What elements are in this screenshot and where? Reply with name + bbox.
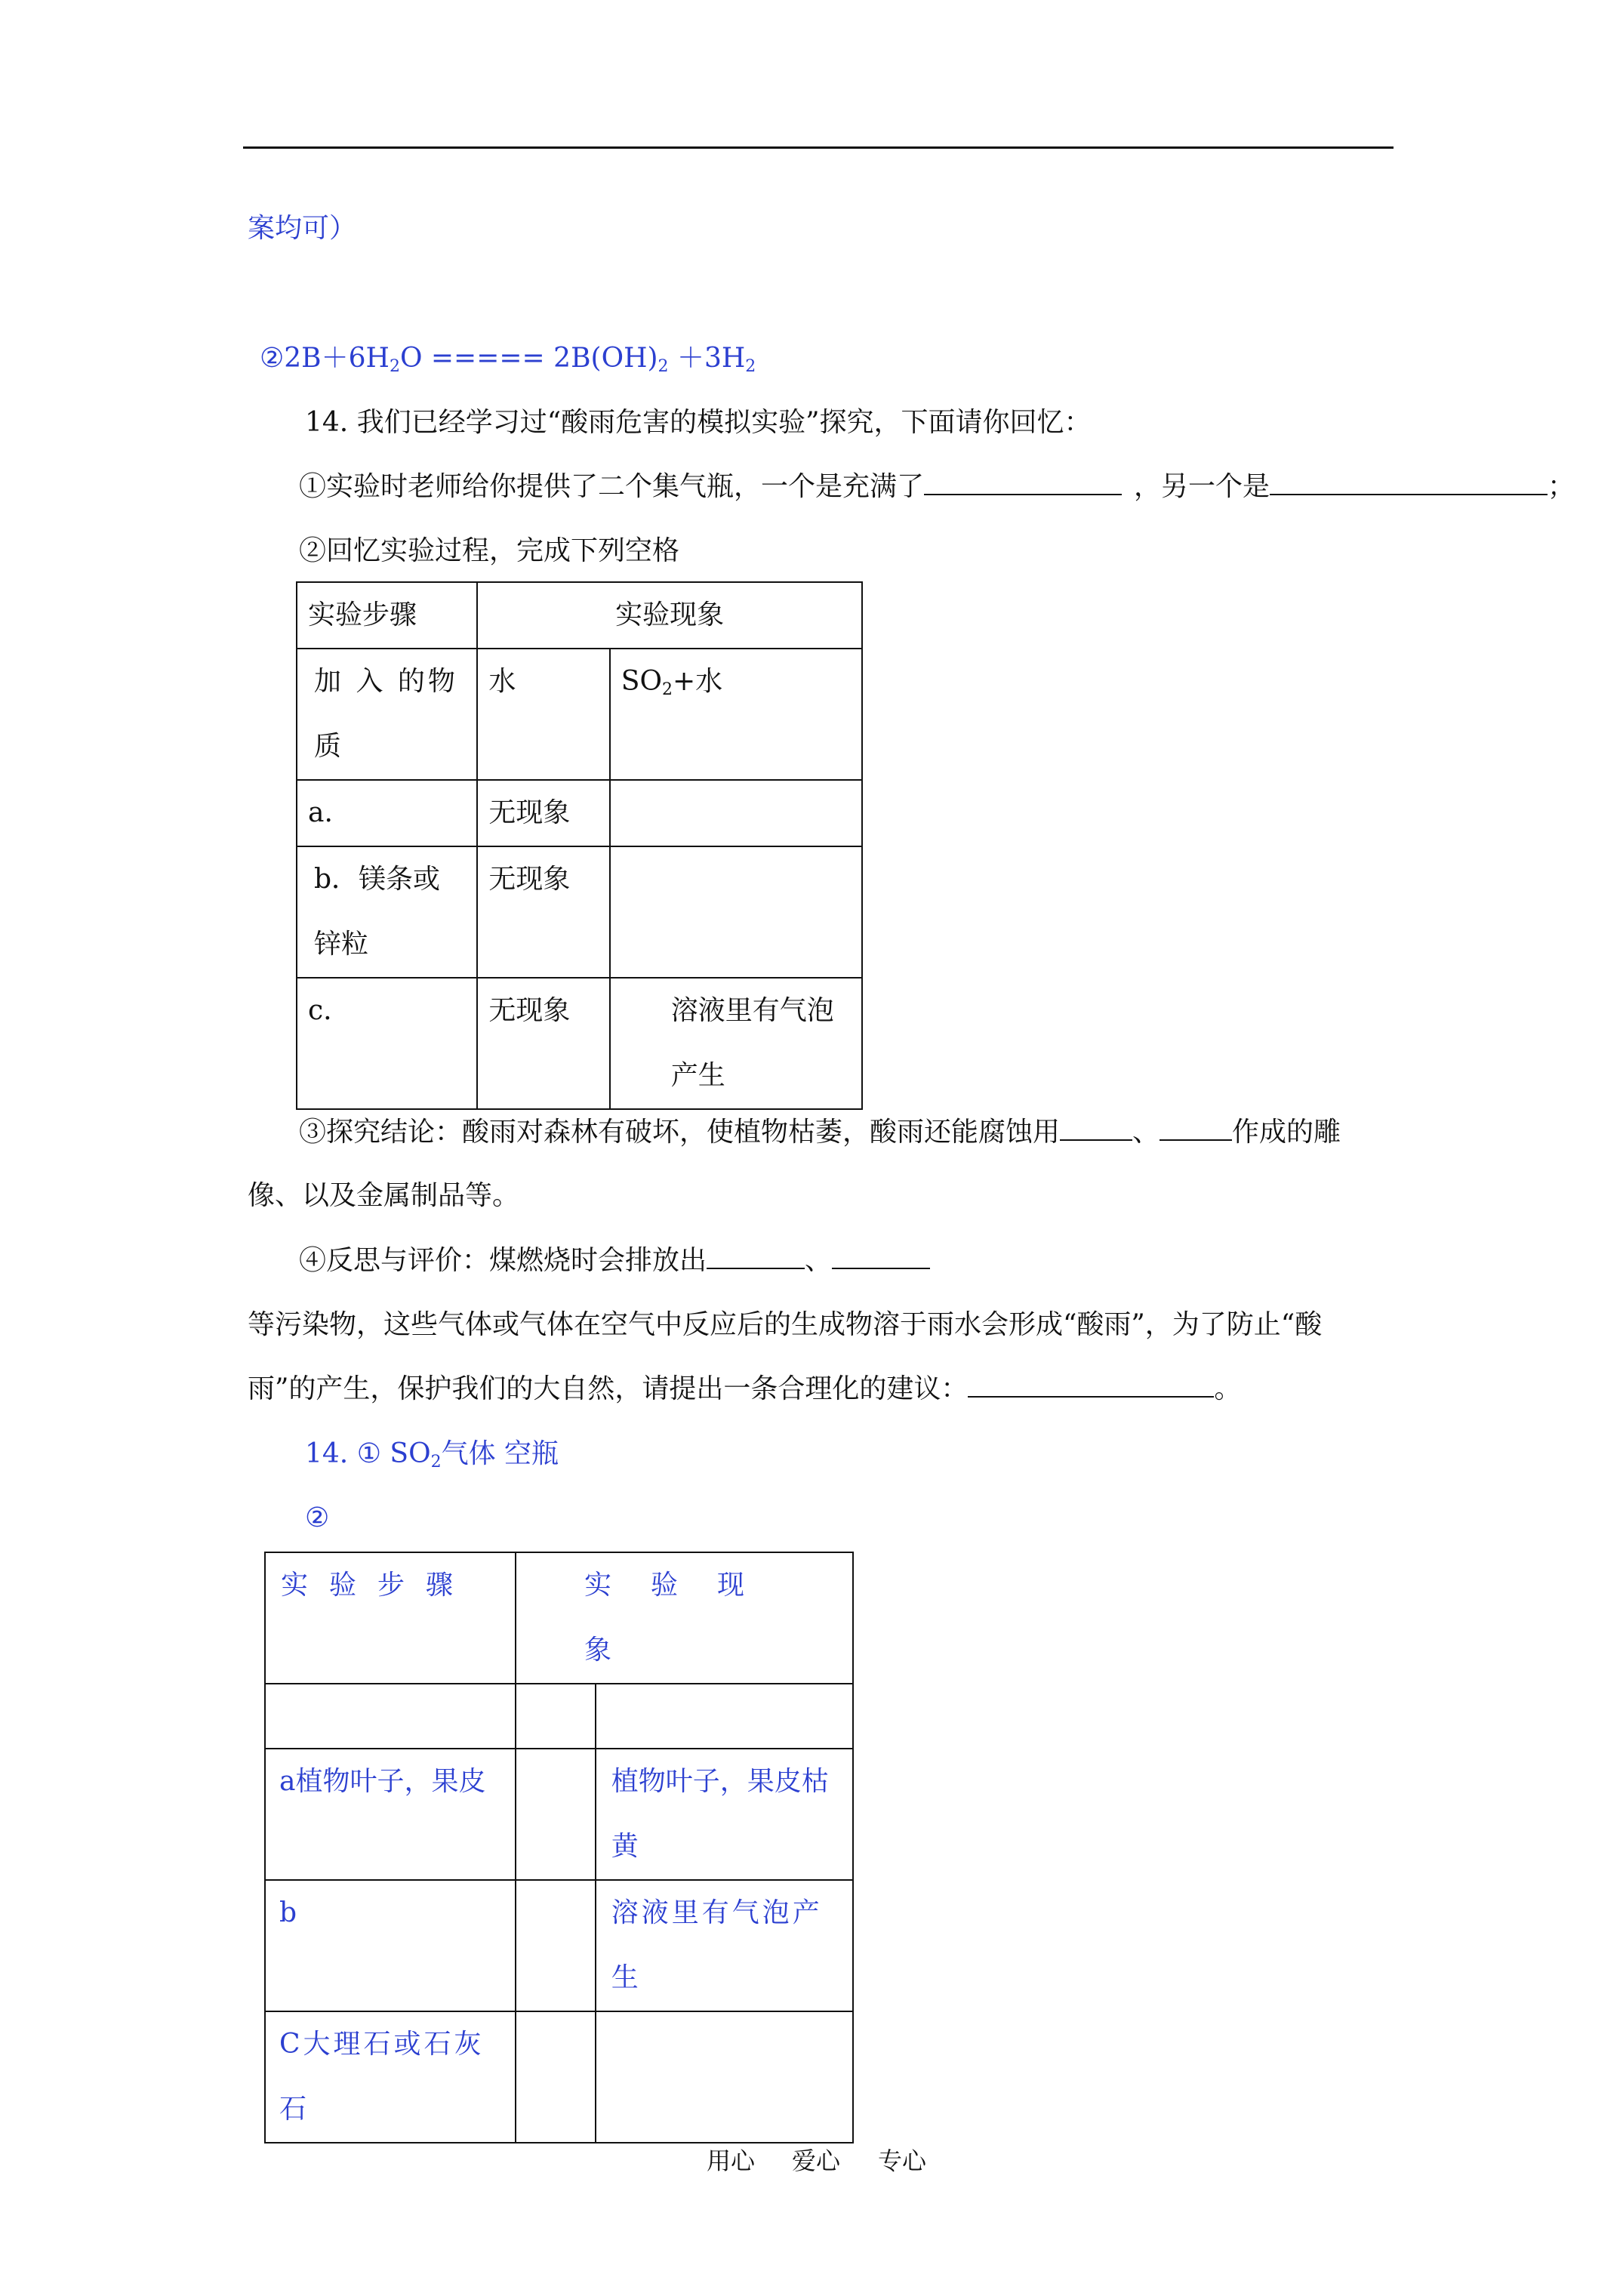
- table-cell-step: c.: [297, 978, 477, 1109]
- answer-blank[interactable]: [1060, 1117, 1132, 1141]
- experiment-table: [296, 581, 863, 1110]
- answer-blank[interactable]: [924, 471, 1122, 495]
- table-cell: $SO_2+$水: [610, 649, 862, 780]
- table-cell: [610, 780, 862, 846]
- question-14-item-4-cont: 等污染物，这些气体或气体在空气中反应后的生成物溶于雨水会形成“酸雨”，为了防止“酸: [248, 1309, 1323, 1340]
- table-cell: [516, 1684, 596, 1749]
- answer-blank[interactable]: [968, 1373, 1214, 1398]
- table-cell: 溶液里有气泡产生: [596, 1880, 853, 2011]
- answer-blank[interactable]: [707, 1245, 805, 1269]
- table-header-phenomenon: 实验现象: [477, 582, 862, 649]
- answer-blank[interactable]: [1160, 1117, 1232, 1141]
- table-cell-step: [265, 1684, 516, 1749]
- answer-14-item-2: ②: [305, 1502, 330, 1533]
- question-14-item-3: ③探究结论：酸雨对森林有破坏，使植物枯萎，酸雨还能腐蚀用 、 作成的雕: [299, 1117, 1341, 1148]
- header-rule: [243, 146, 1394, 149]
- table-header-step: 实验步骤: [297, 582, 477, 649]
- table-cell-step: b: [265, 1880, 516, 2011]
- answer-14-line: 14. ① $SO_2$气体 空瓶: [305, 1438, 559, 1472]
- answer-table: [264, 1552, 854, 2143]
- question-14-item-2: ②回忆实验过程，完成下列空格: [299, 535, 680, 566]
- answer-tail: 案均可）: [248, 213, 357, 244]
- table-cell-step: a植物叶子，果皮: [265, 1749, 516, 1880]
- question-14-item-1: ①实验时老师给你提供了二个集气瓶，一个是充满了 ，另一个是 ；: [299, 471, 1575, 502]
- table-cell: 溶液里有气泡产生: [610, 978, 862, 1109]
- footer-text-3: 专心: [878, 2147, 927, 2175]
- table-cell: [596, 1684, 853, 1749]
- table-cell: 无现象: [477, 780, 609, 846]
- footer-text-1: 用心: [707, 2147, 756, 2175]
- table-cell: [516, 2011, 596, 2143]
- table-cell: [516, 1880, 596, 2011]
- table-cell: 植物叶子，果皮枯黄: [596, 1749, 853, 1880]
- question-14-stem: 14. 我们已经学习过“酸雨危害的模拟实验”探究，下面请你回忆：: [305, 407, 1092, 438]
- equation-line: $②2B+6H_2O$ ===== $2B(OH)_2 +3H_2$: [260, 343, 756, 376]
- table-cell: [596, 2011, 853, 2143]
- table-cell-step: b．镁条或锌粒: [297, 846, 477, 978]
- question-14-item-3-cont: 像、以及金属制品等。: [248, 1180, 520, 1211]
- table-cell: 无现象: [477, 846, 609, 978]
- table-cell: 无现象: [477, 978, 609, 1109]
- answer-blank[interactable]: [1270, 471, 1548, 495]
- table-cell-step: a.: [297, 780, 477, 846]
- table-header-phenomenon: 实验现象: [516, 1552, 853, 1684]
- table-header-step: 实验步骤: [265, 1552, 516, 1684]
- table-cell: 水: [477, 649, 609, 780]
- question-14-item-4: ④反思与评价：煤燃烧时会排放出 、: [299, 1244, 930, 1277]
- answer-blank[interactable]: [832, 1245, 930, 1269]
- footer-text-2: 爱心: [792, 2147, 841, 2175]
- question-14-item-4-cont2: 雨”的产生，保护我们的大自然，请提出一条合理化的建议： 。: [248, 1373, 1242, 1404]
- table-cell-step: 加 入 的物质: [297, 649, 477, 780]
- table-cell: [610, 846, 862, 978]
- table-cell: [516, 1749, 596, 1880]
- table-cell-step: C大理石或石灰石: [265, 2011, 516, 2143]
